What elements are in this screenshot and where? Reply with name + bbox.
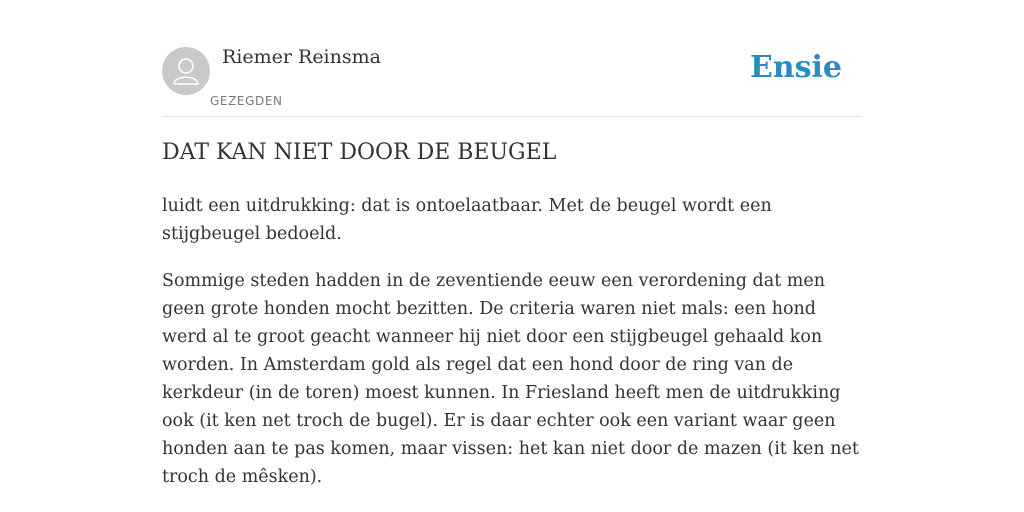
user-icon [162,47,210,95]
author-name[interactable]: Riemer Reinsma [222,46,381,68]
author-header [162,44,862,117]
brand-logo[interactable]: Ensie [749,50,842,85]
paragraph: Sommige steden hadden in de zeventiende eeuw een verordening dat men geen grote honden mocht bezitten. De criteria waren niet mals: een hond werd al te groot geacht wanneer hij niet door een stijgbeugel gehaald kon worden. In Amsterdam gold als regel dat een hond door de ring van de kerkdeur (in de toren) moest kunnen. In Friesland heeft men de uitdrukking ook (it ken net troch de bugel). Er is daar echter ook een variant waar geen honden aan te pas komen, maar vissen: het kan niet door de mazen (it ken net troch de mêsken). [162,271,859,487]
avatar[interactable] [162,47,210,95]
category-label[interactable]: GEZEGDEN [210,94,283,108]
article-title: DAT KAN NIET DOOR DE BEUGEL [162,140,557,165]
paragraph: luidt een uitdrukking: dat is ontoelaatbaar. Met de beugel wordt een stijgbeugel bedoeld. [162,196,772,244]
article-body [162,192,862,510]
